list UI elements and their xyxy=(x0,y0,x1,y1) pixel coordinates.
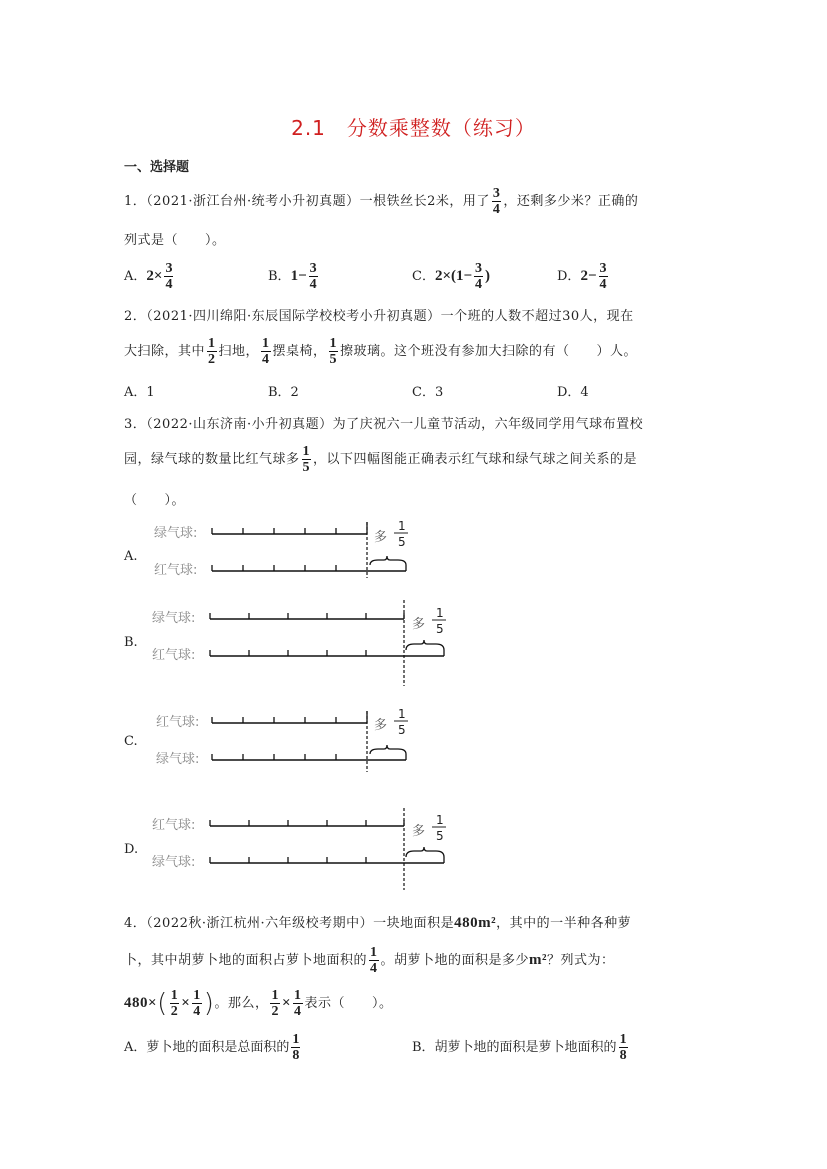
option-c[interactable]: C．3 xyxy=(412,385,444,400)
diagram-d-label[interactable]: D. xyxy=(124,842,139,857)
option-d[interactable]: D．2− $\frac{3}{4}$ xyxy=(557,261,607,292)
option-c[interactable]: C．2×(1− $\frac{3}{4}$ ) xyxy=(412,261,491,292)
question-2-line-2: 大扫除，其中 $\frac{1}{2}$ 扫地， $\frac{1}{4}$ 摆桌椅， $\frac{1}{5}$ 擦玻璃。这个班没有参加大扫除的有（ ）人。 xyxy=(124,336,638,367)
fraction-numerator: 1 xyxy=(436,606,444,620)
fraction: $\frac{3}{4}$ xyxy=(492,186,501,217)
option-a[interactable]: A．萝卜地的面积是总面积的 $\frac{1}{8}$ xyxy=(124,1032,300,1063)
fraction-numerator: 1 xyxy=(398,707,406,721)
bottom-row-label: 红气球: xyxy=(152,648,196,663)
question-2-line-1: 2．（2021·四川绵阳·东辰国际学校校考小升初真题）一个班的人数不超过30人，现在 xyxy=(124,309,634,324)
option-b[interactable]: B．1− $\frac{3}{4}$ xyxy=(268,261,317,292)
diagram-d xyxy=(146,806,456,892)
top-row-label: 绿气球: xyxy=(154,526,198,541)
question-4-line-2: 卜，其中胡萝卜地的面积占萝卜地面积的 $\frac{1}{4}$ 。胡萝卜地的面积是多少m²？列式为： xyxy=(124,945,615,976)
diagram-c-label[interactable]: C. xyxy=(124,734,138,749)
question-number: 1． xyxy=(124,194,147,209)
more-label: 多 xyxy=(412,824,426,839)
fraction-denominator: 5 xyxy=(398,723,406,737)
option-b[interactable]: B．2 xyxy=(268,385,299,400)
question-4-line-1: 4．（2022秋·浙江杭州·六年级校考期中）一块地面积是480m²，其中的一半种各种萝 xyxy=(124,915,632,931)
top-row-label: 绿气球: xyxy=(152,611,196,626)
section-heading: 一、选择题 xyxy=(124,160,190,175)
more-label: 多 xyxy=(374,530,388,545)
more-label: 多 xyxy=(412,617,426,632)
diagram-c xyxy=(150,706,430,776)
option-a[interactable]: A．2× $\frac{3}{4}$ xyxy=(124,261,173,292)
question-4-line-3: 480×( $\frac{1}{2}$ × $\frac{1}{4}$ )。那么， $\frac{1}{2}$ × $\frac{1}{4}$ 表示（ ）。 xyxy=(124,988,393,1019)
more-label: 多 xyxy=(374,718,388,733)
fraction-numerator: 1 xyxy=(398,519,406,533)
question-3-line-2: 园，绿气球的数量比红气球多 $\frac{1}{5}$ ，以下四幅图能正确表示红气球和绿气球之间关系的是 xyxy=(124,444,638,475)
fraction-denominator: 5 xyxy=(436,622,444,636)
option-a[interactable]: A．1 xyxy=(124,385,155,400)
top-row-label: 红气球: xyxy=(156,715,200,730)
fraction-numerator: 1 xyxy=(436,813,444,827)
bottom-row-label: 绿气球: xyxy=(156,752,200,767)
question-1-line-2: 列式是（ ）。 xyxy=(124,233,226,248)
top-row-label: 红气球: xyxy=(152,818,196,833)
question-1-line-1 xyxy=(124,186,638,217)
diagram-b-label[interactable]: B. xyxy=(124,635,138,650)
fraction-denominator: 5 xyxy=(398,535,406,549)
bottom-row-label: 红气球: xyxy=(154,563,198,578)
question-3-line-1: 3．（2022·山东济南·小升初真题）为了庆祝六一儿童节活动，六年级同学用气球布置校 xyxy=(124,417,644,432)
diagram-a-label[interactable]: A. xyxy=(124,549,138,564)
page-title: 2.1 分数乘整数（练习） xyxy=(291,116,536,140)
question-text: ，还剩多少米？正确的 xyxy=(503,194,639,209)
question-text: （2021·浙江台州·统考小升初真题）一根铁丝长2米，用了 xyxy=(146,194,490,209)
fraction-denominator: 5 xyxy=(436,829,444,843)
diagram-b xyxy=(146,598,456,688)
diagram-a xyxy=(150,516,430,582)
question-3-line-3: （ ）。 xyxy=(124,493,186,508)
option-b[interactable]: B．胡萝卜地的面积是萝卜地面积的 $\frac{1}{8}$ xyxy=(412,1032,627,1063)
bottom-row-label: 绿气球: xyxy=(152,855,196,870)
option-d[interactable]: D．4 xyxy=(557,385,589,400)
